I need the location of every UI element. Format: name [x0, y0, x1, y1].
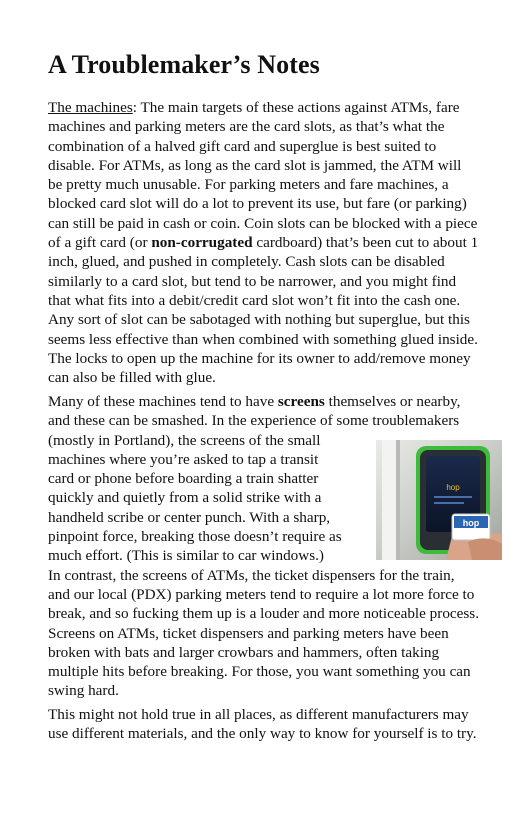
text-line: [48, 233, 506, 252]
term-machines: The machines: [48, 99, 133, 116]
text-span: themselves or nearby,: [324, 393, 461, 410]
text-line: and these can be smashed. In the experience of some troublemakers: [48, 412, 460, 430]
pole: [382, 440, 396, 560]
text-span: : The main targets of these actions against ATMs, fare: [132, 99, 460, 116]
text-line: seems less effective than when combined with something glued inside.: [48, 330, 478, 348]
validator-illustration: [376, 440, 502, 560]
text-span: of a gift card (or: [48, 234, 152, 252]
card-label: hop: [462, 518, 480, 528]
text-line: blocked card slot will do a lot to prevent its use, but fare (or parking): [48, 195, 467, 213]
text-line: combination of a halved gift card and superglue is best suited to: [48, 137, 437, 155]
text-line: inch, glued, and pushed in completely. Cash slots can be disabled: [48, 253, 445, 271]
text-line: swing hard.: [48, 682, 119, 700]
term-non-corrugated: non-corrugated: [151, 234, 253, 252]
text-line: break, and so fucking them up is a louder and more noticeable process.: [48, 605, 480, 623]
text-line: much effort. (This is similar to car windows.): [48, 547, 324, 565]
text-line: quickly and quietly from a solid strike with a: [48, 489, 322, 507]
text-line: (mostly in Portland), the screens of the small: [48, 431, 321, 449]
text-line: be pretty much unusable. For parking meters and fare machines, a: [48, 176, 449, 194]
term-screens: screens: [277, 393, 325, 410]
text-line: and our local (PDX) parking meters tend to require a lot more force to: [48, 585, 475, 603]
text-line: multiple hits before breaking. For those, you want something you can: [48, 663, 471, 681]
text-line: [48, 392, 506, 411]
text-line: pinpoint force, breaking those doesn’t require as: [48, 528, 342, 546]
text-line: machines where you’re asked to tap a transit: [48, 450, 319, 468]
text-line: that what fits into a debit/credit card slot won’t fit into the cash one.: [48, 291, 461, 309]
screen-text: hop: [446, 483, 460, 492]
page-title: A Troublemaker’s Notes: [48, 50, 320, 79]
text-line: broken with bats and larger crowbars and hammers, often taking: [48, 643, 440, 661]
text-line: In contrast, the screens of ATMs, the ticket dispensers for the train,: [48, 566, 455, 584]
paragraph-machines: [48, 98, 506, 387]
text-line: similarly to a card slot, but tend to be narrower, and you might find: [48, 272, 457, 290]
text-line: disable. For ATMs, as long as the card slot is jammed, the ATM will: [48, 156, 462, 174]
text-span: cardboard) that’s been cut to about 1: [252, 234, 479, 252]
text-line: can still be paid in cash or coin. Coin slots can be blocked with a piece: [48, 214, 478, 232]
text-line: machines and parking meters are the card slots, as that’s what the: [48, 118, 445, 136]
transit-validator-photo: [376, 440, 502, 560]
text-span: Many of these machines tend to have: [48, 393, 278, 410]
paragraph-closing: [48, 705, 506, 744]
text-line: can also be filled with glue.: [48, 369, 216, 387]
text-line: This might not hold true in all places, as different manufacturers may: [48, 706, 469, 723]
text-line: card or phone before boarding a train shatter: [48, 470, 319, 488]
text-line: handheld scribe or center punch. With a sharp,: [48, 508, 331, 526]
text-line: Screens on ATMs, ticket dispensers and parking meters have been: [48, 624, 449, 642]
text-line: [48, 98, 506, 117]
text-line: The locks to open up the machine for its owner to add/remove money: [48, 349, 471, 367]
text-line: use different materials, and the only way to know for yourself is to try.: [48, 725, 477, 743]
text-line: Any sort of slot can be sabotaged with nothing but superglue, but this: [48, 311, 470, 329]
